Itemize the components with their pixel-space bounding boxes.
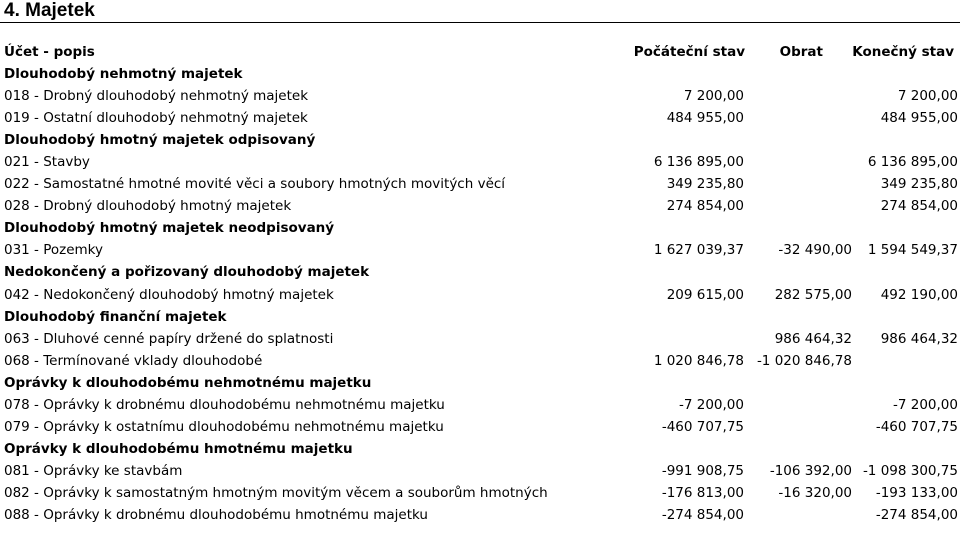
header-end: Konečný stav — [852, 44, 954, 60]
end-value: 492 190,00 — [880, 286, 958, 303]
end-value: -274 854,00 — [875, 507, 958, 523]
start-value: -991 908,75 — [661, 462, 744, 479]
group-heading-row — [0, 307, 960, 329]
table-row — [0, 395, 960, 417]
row-label: 068 - Termínované vklady dlouhodobé — [4, 352, 263, 369]
row-label: 082 - Oprávky k samostatným hmotným movitým věcem a souborům hmotných — [4, 484, 548, 501]
group-heading-row — [0, 218, 960, 240]
table-row — [0, 417, 960, 439]
start-value: -274 854,00 — [661, 507, 744, 523]
start-value: 7 200,00 — [683, 88, 744, 105]
table-row — [0, 351, 960, 373]
table-header — [0, 42, 960, 64]
row-label: 019 - Ostatní dlouhodobý nehmotný majetek — [4, 110, 308, 127]
row-label: 088 - Oprávky k drobnému dlouhodobému hmotnému majetku — [4, 507, 428, 523]
group-heading-row — [0, 439, 960, 461]
table-row — [0, 329, 960, 351]
end-value: 1 594 549,37 — [867, 242, 958, 259]
header-start: Počáteční stav — [633, 44, 745, 60]
start-value: 6 136 895,00 — [653, 154, 744, 171]
start-value: -176 813,00 — [661, 484, 744, 501]
row-label: Oprávky k dlouhodobému hmotnému majetku — [4, 440, 353, 457]
row-label: Dlouhodobý finanční majetek — [4, 308, 227, 325]
end-value: -193 133,00 — [875, 484, 958, 501]
start-value: 209 615,00 — [666, 286, 744, 303]
row-label: 022 - Samostatné hmotné movité věci a soubory hmotných movitých věcí — [4, 176, 506, 193]
turnover-value: -32 490,00 — [778, 242, 852, 259]
table-row — [0, 86, 960, 108]
group-heading-row — [0, 130, 960, 152]
end-value: 6 136 895,00 — [867, 154, 958, 171]
start-value: 274 854,00 — [666, 198, 744, 215]
group-heading-row — [0, 64, 960, 86]
turnover-value: 986 464,32 — [774, 330, 852, 347]
row-label: 018 - Drobný dlouhodobý nehmotný majetek — [4, 88, 309, 105]
table-row — [0, 152, 960, 174]
table-row — [0, 108, 960, 130]
end-value: 7 200,00 — [897, 88, 958, 105]
table-row — [0, 505, 960, 527]
table-row — [0, 174, 960, 196]
row-label: 063 - Dluhové cenné papíry držené do splatnosti — [4, 330, 334, 347]
start-value: 349 235,80 — [666, 176, 744, 193]
turnover-value: -16 320,00 — [778, 484, 852, 501]
turnover-value: -1 020 846,78 — [756, 352, 852, 369]
end-value: 484 955,00 — [880, 110, 958, 127]
table-row — [0, 461, 960, 483]
end-value: -1 098 300,75 — [862, 462, 958, 479]
row-label: 079 - Oprávky k ostatnímu dlouhodobému nehmotnému majetku — [4, 418, 444, 435]
header-turnover: Obrat — [779, 44, 823, 60]
section-title: 4. Majetek — [4, 0, 95, 21]
row-label: Dlouhodobý nehmotný majetek — [4, 66, 243, 82]
start-value: -460 707,75 — [661, 418, 744, 435]
turnover-value: 282 575,00 — [774, 286, 852, 303]
row-label: Dlouhodobý hmotný majetek neodpisovaný — [4, 220, 335, 237]
row-label: 028 - Drobný dlouhodobý hmotný majetek — [4, 198, 292, 215]
start-value: -7 200,00 — [679, 396, 744, 413]
end-value: -7 200,00 — [893, 396, 958, 413]
table-row — [0, 196, 960, 218]
group-heading-row — [0, 373, 960, 395]
start-value: 1 020 846,78 — [653, 352, 744, 369]
start-value: 1 627 039,37 — [653, 242, 744, 259]
row-label: Dlouhodobý hmotný majetek odpisovaný — [4, 132, 316, 149]
row-label: Oprávky k dlouhodobému nehmotnému majetku — [4, 374, 372, 391]
end-value: 986 464,32 — [880, 330, 958, 347]
row-label: 021 - Stavby — [4, 154, 90, 171]
table-row — [0, 240, 960, 262]
start-value: 484 955,00 — [666, 110, 744, 127]
title-underline — [0, 22, 960, 23]
turnover-value: -106 392,00 — [769, 462, 852, 479]
table-row — [0, 483, 960, 505]
row-label: 031 - Pozemky — [4, 242, 104, 259]
row-label: 042 - Nedokončený dlouhodobý hmotný majetek — [4, 286, 334, 303]
row-label: Nedokončený a pořizovaný dlouhodobý majetek — [4, 264, 370, 281]
table-row — [0, 285, 960, 307]
row-label: 081 - Oprávky ke stavbám — [4, 462, 183, 479]
end-value: -460 707,75 — [875, 418, 958, 435]
row-label: 078 - Oprávky k drobnému dlouhodobému nehmotnému majetku — [4, 396, 445, 413]
end-value: 349 235,80 — [880, 176, 958, 193]
header-account: Účet - popis — [4, 44, 95, 60]
group-heading-row — [0, 262, 960, 284]
end-value: 274 854,00 — [880, 198, 958, 215]
